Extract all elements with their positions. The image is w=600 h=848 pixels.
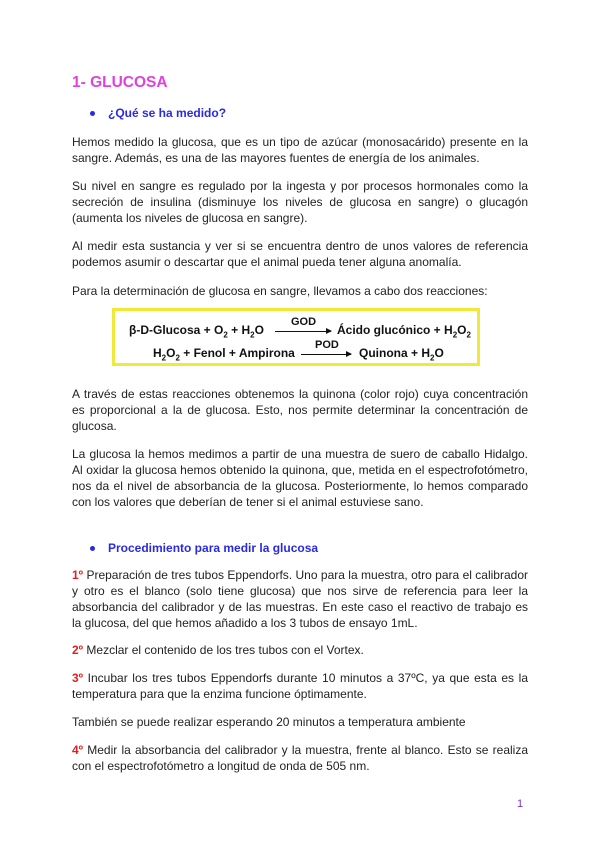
step-text: Mezclar el contenido de los tres tubos con el Vortex.	[83, 643, 364, 657]
section-heading-label: Procedimiento para medir la glucosa	[108, 541, 319, 555]
page-number: 1	[517, 798, 524, 810]
enzyme-pod-label: POD	[315, 339, 339, 351]
reaction-1-left: $\beta-D-Glucosa + O_2 + H_2O$	[129, 323, 264, 340]
reaction-2-arrow-icon	[301, 354, 351, 355]
step-2	[72, 642, 528, 658]
step-number: 3º	[72, 671, 84, 685]
reaction-2-right: Quinona + $H_2O$	[359, 346, 444, 363]
step-number: 2º	[72, 643, 84, 657]
section-heading-procedure	[90, 541, 318, 555]
reaction-2-left: $H_2O_2$ + Fenol + Ampirona	[153, 346, 295, 363]
step-number: 1º	[72, 568, 84, 582]
step-1	[72, 567, 528, 631]
step-4	[72, 742, 528, 774]
section-heading-label: ¿Qué se ha medido?	[108, 106, 227, 120]
paragraph-quinona: A través de estas reacciones obtenemos la quinona (color rojo) cuya concentración es proporcional a la de glucosa. Esto, nos permite determinar la concentración de glucosa.	[72, 387, 528, 433]
step-text: Preparación de tres tubos Eppendorfs. Uno para la muestra, otro para el calibrador y otro es el blanco (solo tiene glucosa) que nos sirve de referencia para leer la absorbancia del calibrador y de las muestras. En este caso el reactivo de trabajo es la glucosa, del que hemos añadido a los 3 tubos de ensayo 1mL.	[72, 568, 528, 630]
reaction-1-arrow-icon	[275, 331, 331, 332]
bullet-icon	[90, 546, 95, 551]
bullet-icon	[90, 111, 95, 116]
paragraph-reactions-intro: Para la determinación de glucosa en sangre, llevamos a cabo dos reacciones:	[72, 284, 488, 298]
paragraph-reference: Al medir esta sustancia y ver si se encuentra dentro de unos valores de referencia podemos asumir o descartar que el animal pueda tener alguna anomalía.	[72, 239, 528, 269]
step-text: Incubar los tres tubos Eppendorfs durante 10 minutos a 37ºC, ya que esta es la temperatura para que la enzima funcione óptimamente.	[72, 671, 528, 701]
paragraph-intro: Hemos medido la glucosa, que es un tipo de azúcar (monosacárido) presente en la sangre. Además, es una de las mayores fuentes de energía de los animales.	[72, 135, 528, 165]
page-title: 1- GLUCOSA	[72, 74, 168, 91]
paragraph-sample: La glucosa la hemos medimos a partir de una muestra de suero de caballo Hidalgo. Al oxidar la glucosa hemos obtenido la quinona, que, metida en el espectrofotómetro, nos da el nivel de absorbancia de la glucosa. Posteriormente, lo hemos comparado con los valores que deberían de tener si el animal estuviese sano.	[72, 447, 528, 509]
step-text: Medir la absorbancia del calibrador y la muestra, frente al blanco. Esto se realiza con el espectrofotómetro a longitud de onda de 505 nm.	[72, 743, 528, 773]
paragraph-regulation: Su nivel en sangre es regulado por la ingesta y por procesos hormonales como la secreción de insulina (disminuye los niveles de glucosa en sangre) o glucagón (aumenta los niveles de glucosa en sangre).	[72, 179, 528, 225]
reaction-1-right: Ácido glucónico + $H_2O_2$	[337, 323, 471, 340]
step-number: 4º	[72, 743, 84, 757]
enzyme-god-label: GOD	[291, 316, 317, 328]
reaction-formula-box	[112, 308, 480, 366]
section-heading-what-measured	[90, 106, 226, 120]
step-3	[72, 670, 528, 702]
note-ambient: También se puede realizar esperando 20 minutos a temperatura ambiente	[72, 715, 466, 729]
